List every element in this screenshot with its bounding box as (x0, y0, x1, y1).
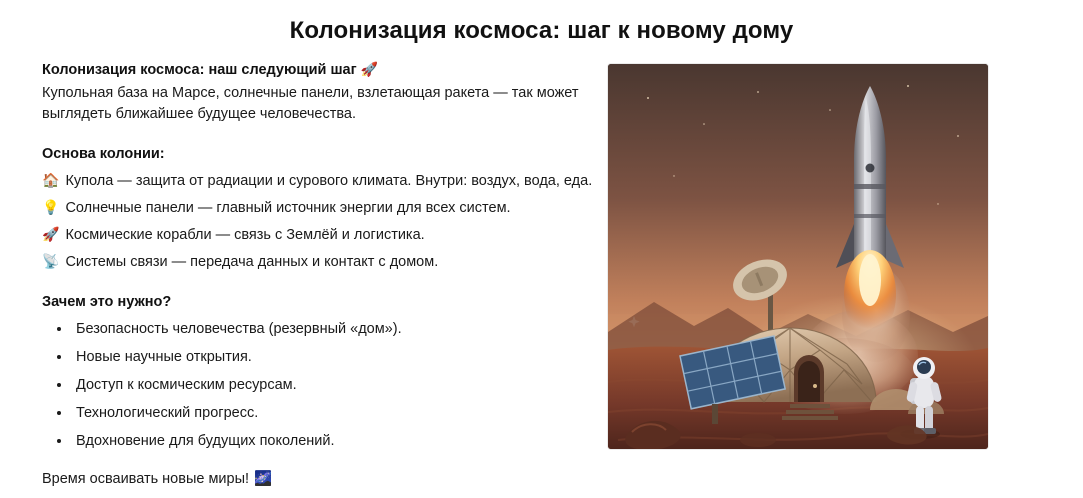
list-item: • Доступ к космическим ресурсам. (72, 375, 600, 396)
closing-text: Время осваивать новые миры! (42, 471, 250, 488)
closing-paragraph (42, 469, 600, 490)
dome-icon: 🏠 (42, 172, 60, 189)
list-item-label: Солнечные панели — главный источник энергии для всех систем. (65, 200, 511, 217)
list-item-label: Космические корабли — связь с Землёй и логистика. (65, 227, 425, 244)
text-column (0, 59, 600, 490)
lead-paragraph: Купольная база на Марсе, солнечные панели, взлетающая ракета — так может выглядеть ближайшее будущее человечества. (42, 85, 579, 123)
document-body (0, 59, 1083, 490)
list-item (42, 225, 600, 246)
list-item (42, 171, 600, 192)
figure-column (608, 59, 988, 449)
list-item: • Технологический прогресс. (72, 403, 600, 424)
list-item: • Вдохновение для будущих поколений. (72, 431, 600, 452)
list-item: • Новые научные открытия. (72, 347, 600, 368)
list-item-label: Купола — защита от радиации и сурового климата. Внутри: воздух, вода, еда. (65, 173, 593, 190)
purpose-list (42, 319, 600, 452)
satellite-antenna-icon: 📡 (42, 253, 60, 270)
rocket-icon: 🚀 (360, 61, 379, 77)
lightbulb-icon: 💡 (42, 199, 60, 216)
section-heading-purpose: Зачем это нужно? (42, 294, 172, 311)
lead-heading (42, 59, 600, 81)
lead-heading-text: Колонизация космоса: наш следующий шаг (42, 62, 357, 78)
list-item-label: Системы связи — передача данных и контакт с домом. (65, 254, 439, 271)
list-item: • Безопасность человечества (резервный «дом»). (72, 319, 600, 340)
section-heading-foundation: Основа колонии: (42, 146, 165, 163)
page-title: Колонизация космоса: шаг к новому дому (289, 17, 794, 44)
list-item (42, 198, 600, 219)
list-item (42, 252, 600, 273)
rocket-icon: 🚀 (42, 226, 60, 243)
milky-way-icon: 🌌 (254, 471, 273, 488)
mars-colony-illustration (608, 64, 988, 449)
foundation-list (42, 171, 600, 273)
